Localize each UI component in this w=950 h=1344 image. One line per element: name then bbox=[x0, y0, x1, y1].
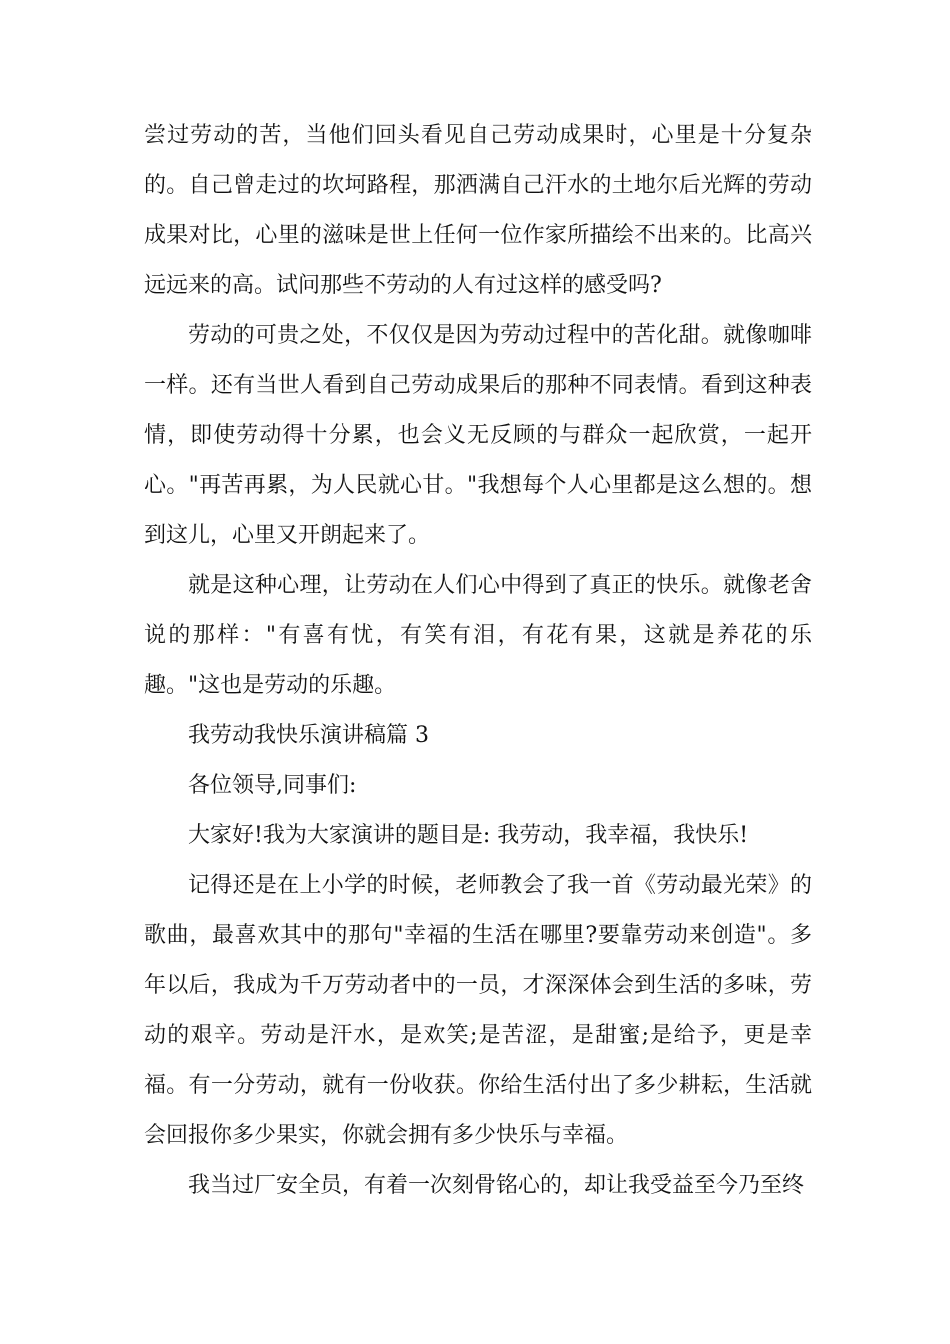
greeting: 大家好!我为大家演讲的题目是: 我劳动，我幸福，我快乐! bbox=[188, 823, 749, 848]
paragraph-1: 尝过劳动的苦，当他们回头看见自己劳动成果时，心里是十分复杂的。自己曾走过的坎坷路程，那洒满自己汗水的土地尔后光辉的劳动成果对比，心里的滋味是世上任何一位作家所描绘不出来的。比高兴远远来的高。试问那些不劳动的人有过这样的感受吗? bbox=[144, 123, 812, 298]
paragraph-3: 就是这种心理，让劳动在人们心中得到了真正的快乐。就像老舍说的那样："有喜有忧，有笑有泪，有花有果，这就是养花的乐趣。"这也是劳动的乐趣。 bbox=[144, 573, 812, 698]
salutation: 各位领导,同事们: bbox=[188, 773, 357, 798]
section-heading: 我劳动我快乐演讲稿篇 3 bbox=[188, 723, 429, 748]
paragraph-4: 记得还是在上小学的时候，老师教会了我一首《劳动最光荣》的歌曲，最喜欢其中的那句"幸福的生活在哪里?要靠劳动来创造"。多年以后，我成为千万劳动者中的一员，才深深体会到生活的多味，劳动的艰辛。劳动是汗水，是欢笑;是苦涩，是甜蜜;是给予，更是幸福。有一分劳动，就有一份收获。你给生活付出了多少耕耘，生活就会回报你多少果实，你就会拥有多少快乐与幸福。 bbox=[144, 873, 812, 1148]
paragraph-2: 劳动的可贵之处，不仅仅是因为劳动过程中的苦化甜。就像咖啡一样。还有当世人看到自己劳动成果后的那种不同表情。看到这种表情，即使劳动得十分累，也会义无反顾的与群众一起欣赏，一起开心。"再苦再累，为人民就心甘。"我想每个人心里都是这么想的。想到这儿，心里又开朗起来了。 bbox=[144, 323, 812, 548]
document-page bbox=[144, 111, 812, 1211]
paragraph-5: 我当过厂安全员，有着一次刻骨铭心的，却让我受益至今乃至终 bbox=[188, 1173, 805, 1198]
